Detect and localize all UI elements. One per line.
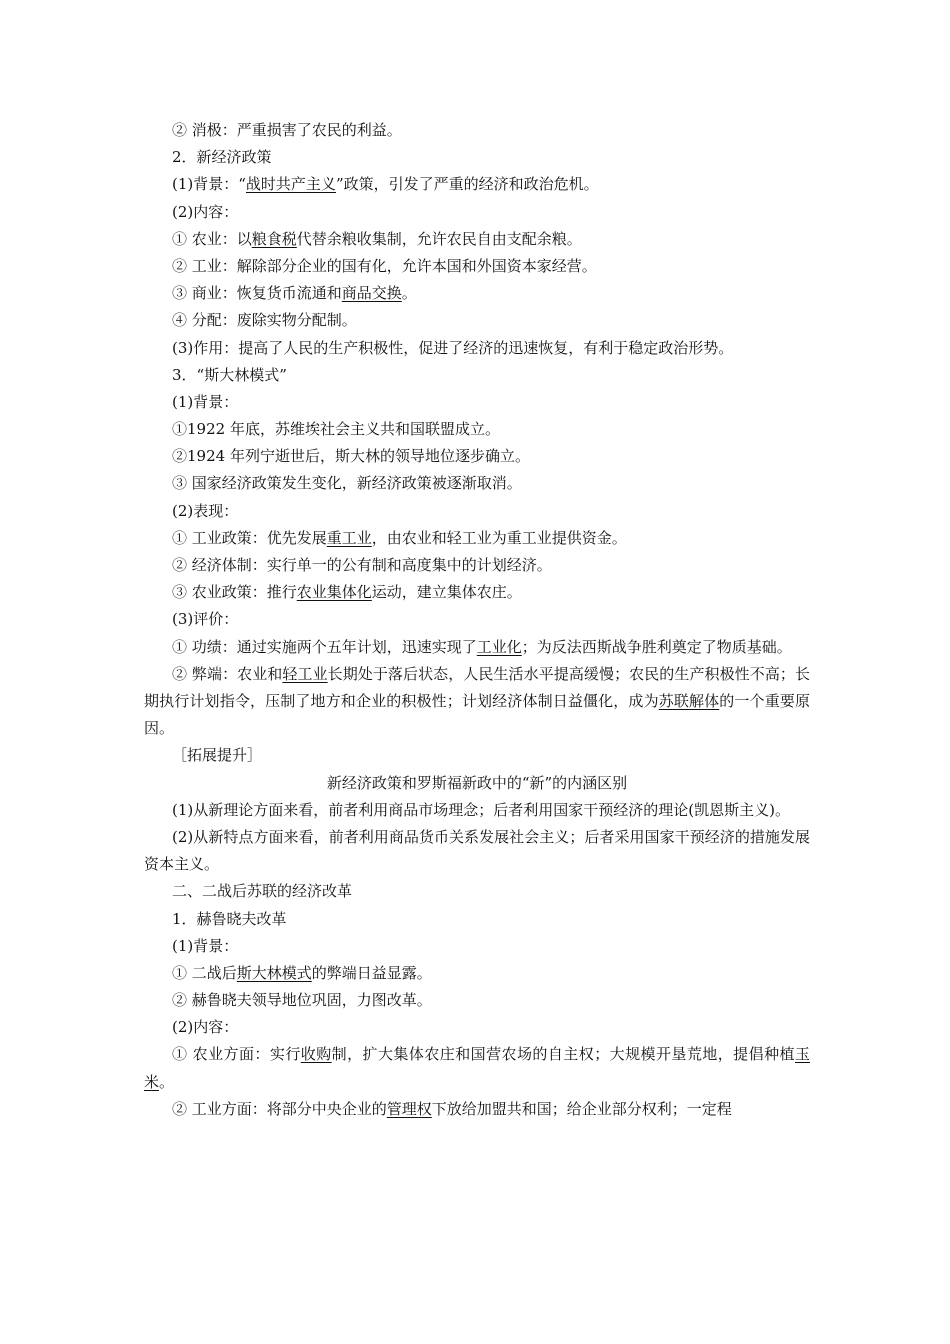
text-line: ① 农业：以粮食税代替余粮收集制，允许农民自由支配余粮。 [172, 229, 582, 248]
text-paragraph: ① 功绩：通过实施两个五年计划，迅速实现了工业化；为反法西斯战争胜利奠定了物质基础。 [172, 637, 792, 656]
underlined-term: 管理权 [386, 1099, 432, 1118]
section-heading: 二、二战后苏联的经济改革 [172, 882, 353, 901]
text-line: ② 经济体制：实行单一的公有制和高度集中的计划经济。 [172, 556, 552, 574]
text-line: ①1922 年底，苏维埃社会主义共和国联盟成立。 [172, 420, 500, 439]
underlined-term: 轻工业 [282, 664, 328, 683]
text-line: ③ 农业政策：推行农业集体化运动，建立集体农庄。 [172, 583, 522, 602]
text-line: (2)内容： [172, 1018, 239, 1037]
underlined-term: 苏联解体 [658, 691, 720, 710]
underlined-term: 商品交换 [341, 284, 402, 303]
centered-title: 新经济政策和罗斯福新政中的“新”的内涵区别 [326, 773, 628, 792]
extension-heading: ［拓展提升］ [172, 746, 263, 765]
text-line: ② 工业方面：将部分中央企业的管理权下放给加盟共和国；给企业部分权利；一定程 [172, 1099, 732, 1118]
text-paragraph: (1)从新理论方面来看，前者利用商品市场理念；后者利用国家干预经济的理论(凯恩斯主义)。 [172, 800, 790, 819]
section-heading: 2．新经济政策 [172, 148, 272, 167]
text-paragraph: ② 弊端：农业和轻工业长期处于落后状态，人民生活水平提高缓慢；农民的生产积极性不高；长期执行计划指令，压制了地方和企业的积极性；计划经济体制日益僵化，成为苏联解体的一个重要原因。 [144, 664, 810, 738]
text-line: ① 二战后斯大林模式的弊端日益显露。 [172, 963, 432, 982]
text-line: (2)表现： [172, 501, 239, 520]
underlined-term: 斯大林模式 [236, 963, 312, 982]
underlined-term: 收购 [300, 1045, 332, 1064]
text-line: (2)内容： [172, 202, 239, 221]
text-line: ③ 国家经济政策发生变化，新经济政策被逐渐取消。 [172, 474, 522, 493]
underlined-term: 工业化 [476, 637, 522, 656]
underlined-term: 重工业 [326, 528, 372, 547]
text-line: ② 工业：解除部分企业的国有化，允许本国和外国资本家经营。 [172, 256, 597, 275]
section-heading: 3．“斯大林模式” [172, 365, 287, 384]
text-line: ④ 分配：废除实物分配制。 [172, 311, 357, 330]
text-line: ① 工业政策：优先发展重工业，由农业和轻工业为重工业提供资金。 [172, 528, 627, 547]
section-heading: 1．赫鲁晓夫改革 [172, 909, 287, 928]
text-line: (1)背景： [172, 392, 239, 411]
text-line: ③ 商业：恢复货币流通和商品交换。 [172, 284, 417, 303]
text-line: (3)作用：提高了人民的生产积极性，促进了经济的迅速恢复，有利于稳定政治形势。 [172, 338, 734, 357]
underlined-term: 粮食税 [251, 229, 297, 248]
text-paragraph: ① 农业方面：实行收购制，扩大集体农庄和国营农场的自主权；大规模开垦荒地，提倡种植玉米。 [144, 1045, 810, 1091]
text-line: ② 消极：严重损害了农民的利益。 [172, 121, 402, 139]
underlined-term: 战时共产主义 [245, 175, 336, 194]
text-line: ② 赫鲁晓夫领导地位巩固，力图改革。 [172, 991, 432, 1010]
text-line: ②1924 年列宁逝世后，斯大林的领导地位逐步确立。 [172, 447, 530, 466]
text-line: (1)背景： [172, 936, 239, 955]
underlined-term: 农业集体化 [296, 583, 372, 602]
document-page [144, 117, 810, 1123]
text-paragraph: (2)从新特点方面来看，前者利用商品货币关系发展社会主义；后者采用国家干预经济的措施发展资本主义。 [144, 827, 810, 874]
text-line: (1)背景：“战时共产主义”政策，引发了严重的经济和政治危机。 [172, 175, 599, 194]
text-line: (3)评价： [172, 610, 239, 629]
underlined-term: 玉米 [144, 1045, 810, 1091]
